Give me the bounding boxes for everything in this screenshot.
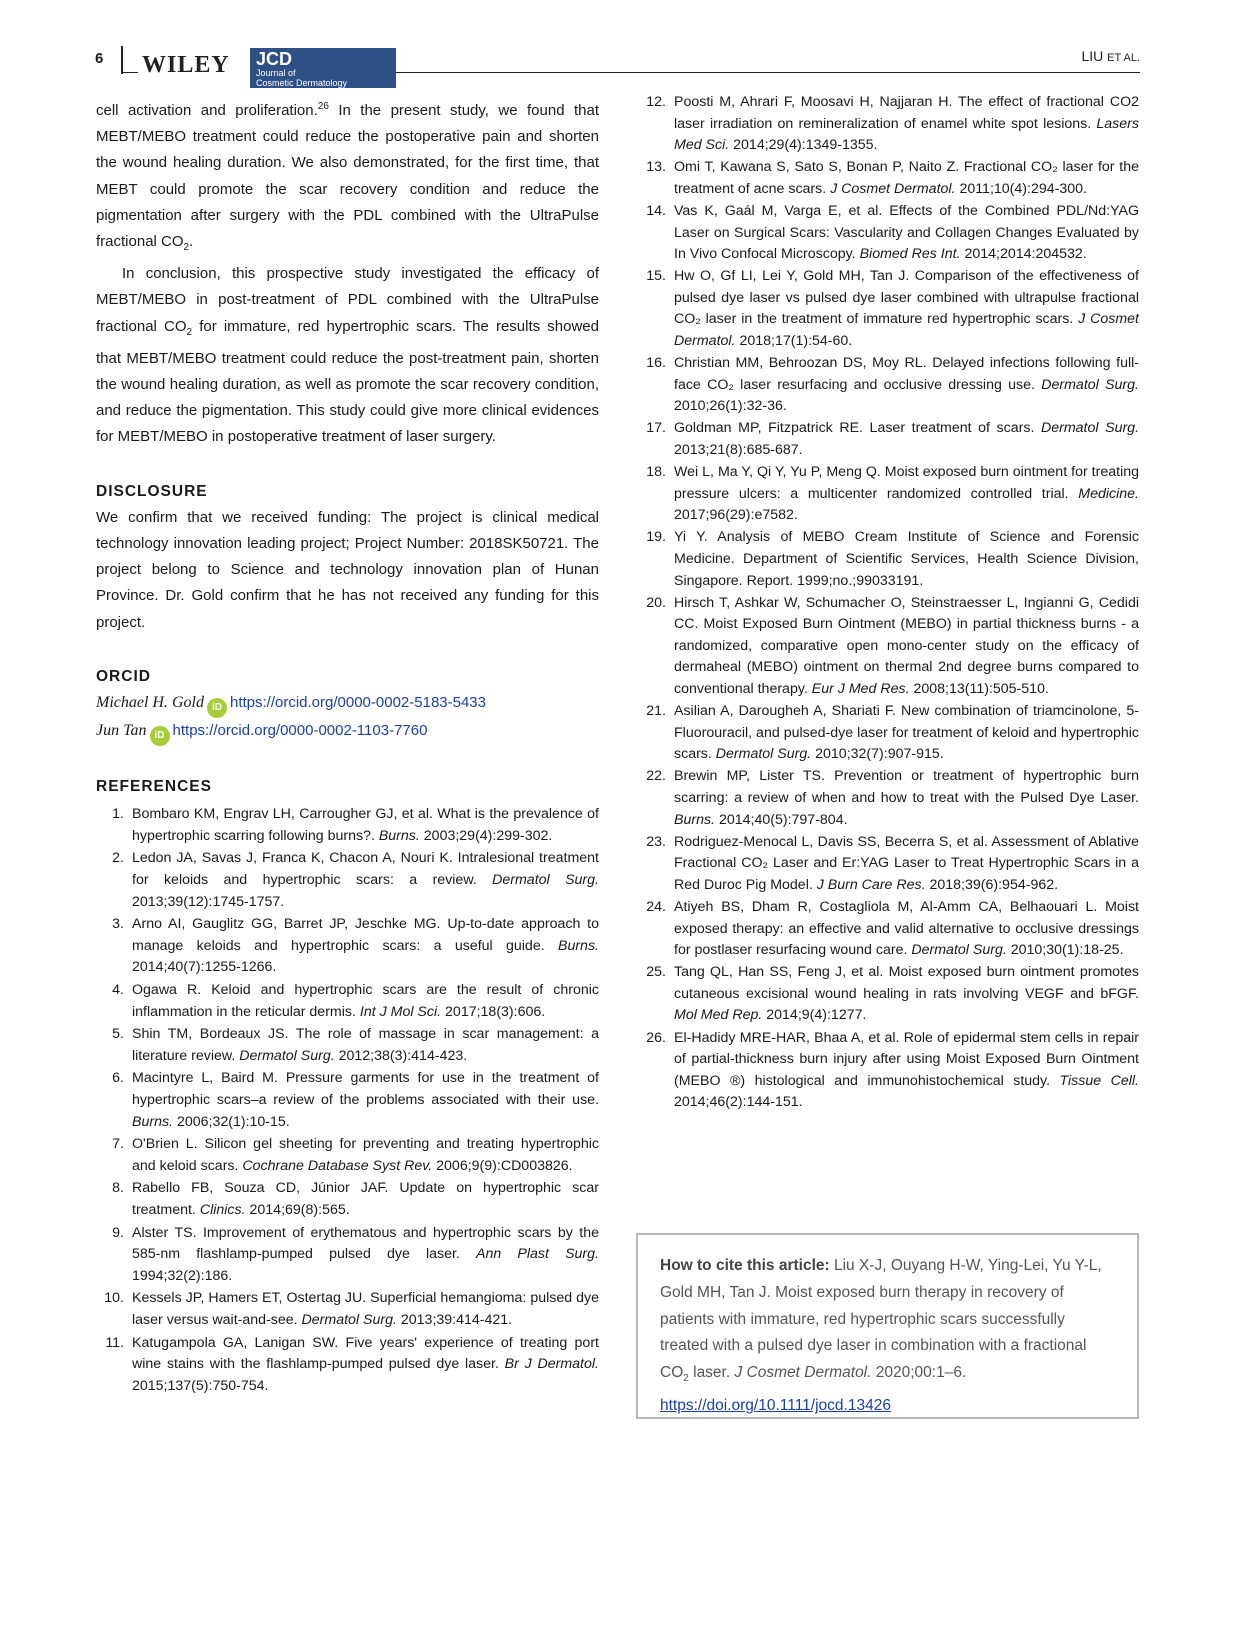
reference-item: [96, 1288, 599, 1331]
references-heading: REFERENCES: [96, 778, 212, 796]
reference-item: [96, 1223, 599, 1288]
reference-item: [638, 418, 1139, 461]
reference-tail: 2017;96(29):e7582.: [674, 507, 798, 524]
cite-text-b: laser.: [688, 1364, 735, 1382]
para2-text-a: In conclusion, this prospective study investigated the efficacy of MEBT/MEBO in post-treatment of PDL combined with the UltraPulse fractional CO: [96, 265, 599, 335]
reference-item: [638, 962, 1139, 1027]
reference-text: [132, 1134, 599, 1177]
reference-text: [674, 766, 1139, 831]
reference-journal: J Burn Care Res.: [816, 876, 926, 893]
reference-tail: 2014;40(5):797-804.: [715, 811, 848, 828]
reference-body: Asilian A, Darougheh A, Shariati F. New combination of triamcinolone, 5-Fluorouracil, and pulsed-dye laser for treatment of keloid and hypertrophic scars.: [674, 703, 1139, 763]
reference-number: 14.: [646, 202, 666, 219]
reference-journal: Dermatol Surg.: [1041, 376, 1139, 393]
cite-journal: J Cosmet Dermatol.: [734, 1364, 872, 1382]
reference-body: Tang QL, Han SS, Feng J, et al. Moist exposed burn ointment promotes cutaneous excisional wound healing in rats involving VEGF and bFGF.: [674, 964, 1139, 1002]
journal-line2: Cosmetic Dermatology: [256, 78, 348, 88]
reference-body: Vas K, Gaál M, Varga E, et al. Effects of the Combined PDL/Nd:YAG Laser on Surgical Scars: Vascularity and Collagen Changes Evaluated by In Vivo Confocal Microscopy.: [674, 202, 1139, 263]
reference-number: 23.: [646, 833, 666, 850]
reference-text: [674, 418, 1139, 461]
reference-item: [638, 527, 1139, 592]
reference-text: [674, 201, 1139, 266]
reference-text: [674, 157, 1139, 200]
running-head-etal: ET AL.: [1107, 52, 1140, 64]
reference-text: [674, 266, 1139, 352]
reference-tail: 1994;32(2):186.: [132, 1267, 233, 1284]
reference-item: [638, 593, 1139, 701]
reference-number: 1.: [112, 806, 124, 823]
how-to-cite-box: [636, 1233, 1139, 1419]
para1-text-b: In the present study, we found that MEBT/MEBO treatment could reduce the postoperative pain and shorten the wound healing duration. We also demonstrated, for the first time, that MEBT could promote the scar recovery condition and reduce the pigmentation after surgery with the PDL combined with the UltraPulse fractional CO: [96, 102, 599, 251]
reference-tail: 2014;9(4):1277.: [762, 1007, 867, 1024]
reference-tail: 2012;38(3):414-423.: [334, 1047, 468, 1064]
reference-number: 13.: [646, 159, 666, 176]
reference-item: [96, 804, 599, 847]
reference-body: Hirsch T, Ashkar W, Schumacher O, Steinstraesser L, Ingianni G, Cedidi CC. Moist Exposed Burn Ointment (MEBO) in partial thickness burns - a randomized, comparative open mono-center study on the efficacy of dermaheal (MEBO) ointment on thermal 2nd degree burns compared to conventional therapy.: [674, 594, 1139, 698]
reference-text: [132, 1223, 599, 1288]
reference-item: [96, 980, 599, 1023]
reference-item: [638, 462, 1139, 527]
reference-item: [96, 1068, 599, 1133]
reference-journal: Mol Med Rep.: [674, 1007, 763, 1024]
reference-journal: Biomed Res Int.: [859, 246, 961, 263]
reference-tail: 2013;39:414-421.: [396, 1311, 513, 1328]
reference-journal: Dermatol Surg.: [492, 872, 599, 889]
reference-text: [674, 92, 1139, 157]
citation-superscript: 26: [317, 101, 329, 112]
reference-journal: Tissue Cell.: [1059, 1072, 1139, 1089]
reference-tail: 2014;29(4):1349-1355.: [729, 137, 878, 154]
reference-number: 22.: [646, 768, 666, 785]
reference-tail: 2014;46(2):144-151.: [674, 1094, 803, 1111]
reference-body: Atiyeh BS, Dham R, Costagliola M, Al-Amm CA, Belhaouari L. Moist exposed therapy: an effective and valid alternative to occlusive dressings for postlaser resurfacing wound care.: [674, 898, 1139, 959]
reference-body: Ledon JA, Savas J, Franca K, Chacon A, Nouri K. Intralesional treatment for keloids and hypertrophic scars: a review.: [132, 850, 599, 889]
reference-body: O'Brien L. Silicon gel sheeting for preventing and treating hypertrophic and keloid scars.: [132, 1136, 599, 1174]
reference-item: [96, 848, 599, 913]
reference-text: [132, 848, 599, 913]
para1-subscript: 2: [183, 242, 190, 254]
reference-item: [96, 1024, 599, 1067]
reference-body: Wei L, Ma Y, Qi Y, Yu P, Meng Q. Moist exposed burn ointment for treating pressure ulcers: a multicenter randomized controlled trial.: [674, 464, 1139, 502]
orcid-author-name: Michael H. Gold: [96, 694, 204, 712]
reference-body: Christian MM, Behroozan DS, Moy RL. Delayed infections following full-face CO₂ laser resurfacing and occlusive dressing use.: [674, 355, 1139, 393]
reference-text: [132, 980, 599, 1023]
cite-doi-link[interactable]: https://doi.org/10.1111/jocd.13426: [660, 1397, 891, 1415]
reference-text: [132, 1333, 599, 1398]
reference-number: 19.: [646, 529, 666, 546]
reference-tail: 2011;10(4):294-300.: [955, 180, 1087, 197]
body-paragraph-2: [96, 261, 599, 450]
reference-tail: 2013;21(8):685-687.: [674, 442, 803, 458]
running-head-author: LIU: [1081, 48, 1104, 64]
reference-item: [96, 914, 599, 979]
reference-journal: Dermatol Surg.: [1040, 420, 1140, 437]
reference-journal: Medicine.: [1078, 485, 1139, 502]
reference-tail: 2014;69(8):565.: [245, 1201, 350, 1218]
reference-number: 25.: [646, 964, 666, 981]
reference-journal: Ann Plast Surg.: [476, 1246, 599, 1263]
orcid-icon: iD: [150, 726, 170, 746]
para2-subscript: 2: [186, 326, 193, 338]
reference-list-left: [96, 804, 599, 1397]
orcid-heading: ORCID: [96, 667, 151, 685]
reference-body: Poosti M, Ahrari F, Moosavi H, Najjaran H. The effect of fractional CO2 laser irradiation on remineralization of enamel white spot lesions.: [674, 94, 1139, 132]
reference-item: [638, 1028, 1139, 1114]
journal-line1: Journal of: [256, 68, 296, 78]
body-paragraph-1: [96, 94, 599, 261]
reference-number: 6.: [112, 1070, 124, 1087]
reference-number: 8.: [112, 1180, 124, 1197]
cite-subscript: 2: [683, 1373, 689, 1385]
reference-item: [638, 897, 1139, 962]
reference-tail: 2006;9(9):CD003826.: [432, 1157, 573, 1174]
reference-number: 16.: [646, 355, 666, 372]
orcid-entry: [96, 690, 599, 718]
orcid-link[interactable]: https://orcid.org/0000-0002-5183-5433: [229, 694, 486, 712]
reference-body: Brewin MP, Lister TS. Prevention or treatment of hypertrophic burn scarring: a review of when and how to treat with the Pulsed Dye Laser.: [674, 768, 1139, 806]
reference-number: 24.: [646, 898, 666, 915]
reference-body: Rabello FB, Souza CD, Júnior JAF. Update on hypertrophic scar treatment.: [132, 1180, 599, 1218]
reference-tail: 2014;2014:204532.: [960, 246, 1087, 263]
reference-body: Hw O, Gf LI, Lei Y, Gold MH, Tan J. Comparison of the effectiveness of pulsed dye laser vs pulsed dye laser combined with ultrapulse fractional CO₂ laser in the treatment of immature red hypertrophic scars.: [674, 268, 1139, 328]
reference-item: [638, 157, 1139, 200]
reference-body: Ogawa R. Keloid and hypertrophic scars are the result of chronic inflammation in the reticular dermis.: [132, 982, 599, 1020]
reference-tail: 2010;32(7):907-915.: [811, 746, 944, 763]
disclosure-heading: DISCLOSURE: [96, 482, 208, 500]
left-column: [96, 94, 599, 1398]
reference-item: [96, 1134, 599, 1177]
reference-number: 9.: [112, 1224, 124, 1241]
reference-text: [674, 832, 1139, 897]
reference-journal: Burns.: [674, 811, 716, 828]
reference-number: 20.: [646, 594, 666, 611]
reference-journal: Cochrane Database Syst Rev.: [242, 1157, 433, 1174]
reference-tail: 2018;17(1):54-60.: [735, 333, 853, 350]
reference-journal: Burns.: [132, 1113, 174, 1130]
right-column: [638, 92, 1139, 1114]
reference-tail: 2018;39(6):954-962.: [925, 876, 1059, 893]
reference-text: [674, 593, 1139, 701]
reference-body: Rodriguez-Menocal L, Davis SS, Becerra S, et al. Assessment of Ablative Fractional CO₂ Laser and Er:YAG Laser to Treat Hypertrophic Scars in a Red Duroc Pig Model.: [674, 833, 1139, 893]
reference-body: Alster TS. Improvement of erythematous and hypertrophic scars by the 585-nm flashlamp-pumped pulsed dye laser.: [132, 1224, 599, 1263]
reference-body: Macintyre L, Baird M. Pressure garments for use in the treatment of hypertrophic scars–a review of the problems associated with their use.: [132, 1070, 599, 1108]
reference-item: [96, 1178, 599, 1221]
cite-tail: 2020;00:1–6.: [871, 1364, 967, 1382]
reference-text: [674, 701, 1139, 766]
journal-abbr: JCD: [256, 49, 293, 69]
reference-tail: 2006;32(1):10-15.: [173, 1113, 290, 1130]
reference-journal: Clinics.: [199, 1201, 246, 1218]
reference-text: [674, 897, 1139, 962]
reference-text: [132, 1068, 599, 1133]
journal-logo: [250, 48, 396, 88]
reference-item: [638, 266, 1139, 352]
reference-body: Yi Y. Analysis of MEBO Cream Institute of Science and Forensic Medicine. Department of Scientific Services, Health Science Division, Singapore. Report. 1999;no.;99033191.: [674, 529, 1139, 589]
reference-text: [674, 527, 1139, 592]
reference-text: [674, 1028, 1139, 1114]
reference-number: 15.: [646, 268, 666, 285]
reference-text: [132, 914, 599, 979]
orcid-entry: [96, 718, 599, 746]
reference-item: [638, 92, 1139, 157]
reference-text: [674, 462, 1139, 527]
reference-body: Katugampola GA, Lanigan SW. Five years' experience of treating port wine stains with the flashlamp-pumped pulsed dye laser.: [132, 1334, 599, 1373]
reference-tail: 2010;26(1):32-36.: [674, 398, 787, 415]
reference-journal: Burns.: [378, 827, 420, 844]
reference-number: 12.: [646, 94, 666, 110]
reference-journal: J Cosmet Dermatol.: [674, 311, 1140, 350]
reference-number: 5.: [112, 1026, 124, 1043]
orcid-author-name: Jun Tan: [96, 722, 147, 740]
reference-text: [132, 1288, 599, 1331]
reference-journal: Dermatol Surg.: [239, 1047, 335, 1064]
reference-number: 3.: [112, 916, 124, 933]
reference-number: 26.: [646, 1029, 666, 1046]
reference-item: [96, 1333, 599, 1398]
reference-journal: Br J Dermatol.: [504, 1356, 599, 1373]
page-header: [0, 0, 1240, 100]
orcid-link[interactable]: https://orcid.org/0000-0002-1103-7760: [172, 722, 428, 740]
reference-text: [674, 353, 1139, 418]
reference-body: Kessels JP, Hamers ET, Ostertag JU. Superficial hemangioma: pulsed dye laser versus wait-and-see.: [132, 1290, 599, 1328]
para1-text-a: cell activation and proliferation.: [96, 102, 318, 119]
reference-text: [132, 1178, 599, 1221]
cite-text-a: Liu X-J, Ouyang H-W, Ying-Lei, Yu Y-L, Gold MH, Tan J. Moist exposed burn therapy in recovery of patients with immature, red hypertrophic scars successfully treated with a pulsed dye laser in combination with a fractional CO: [660, 1257, 1102, 1382]
publisher-logo: WILEY: [138, 52, 234, 79]
reference-journal: Lasers Med Sci.: [674, 115, 1139, 154]
reference-text: [132, 804, 599, 847]
running-head: [1081, 48, 1140, 64]
orcid-icon: iD: [207, 698, 227, 718]
reference-journal: Int J Mol Sci.: [359, 1003, 442, 1020]
cite-label: How to cite this article:: [660, 1257, 830, 1274]
reference-tail: 2013;39(12):1745-1757.: [132, 893, 285, 910]
reference-body: Goldman MP, Fitzpatrick RE. Laser treatment of scars.: [674, 420, 1041, 437]
reference-item: [638, 353, 1139, 418]
reference-text: [674, 962, 1139, 1027]
header-divider: [121, 46, 123, 74]
para1-end: .: [189, 233, 194, 251]
reference-body: Bombaro KM, Engrav LH, Carrougher GJ, et al. What is the prevalence of hypertrophic scarring following burns?.: [132, 806, 599, 844]
header-rule-right: [396, 72, 1140, 73]
page-number: 6: [95, 50, 104, 67]
reference-journal: Dermatol Surg.: [715, 746, 812, 763]
reference-journal: Dermatol Surg.: [301, 1311, 397, 1328]
reference-item: [638, 832, 1139, 897]
reference-tail: 2008;13(11):505-510.: [909, 681, 1049, 698]
reference-tail: 2003;29(4):299-302.: [419, 827, 553, 844]
reference-number: 17.: [646, 420, 666, 437]
reference-text: [132, 1024, 599, 1067]
reference-number: 11.: [105, 1334, 124, 1351]
reference-list-right: [638, 92, 1139, 1114]
reference-journal: Eur J Med Res.: [811, 681, 910, 698]
reference-tail: 2010;30(1):18-25.: [1006, 942, 1124, 959]
reference-body: Omi T, Kawana S, Sato S, Bonan P, Naito Z. Fractional CO₂ laser for the treatment of acne scars.: [674, 159, 1139, 197]
reference-item: [638, 201, 1139, 266]
reference-journal: J Cosmet Dermatol.: [830, 180, 956, 197]
reference-number: 2.: [112, 850, 124, 867]
reference-tail: 2017;18(3):606.: [441, 1003, 546, 1020]
reference-number: 7.: [112, 1136, 124, 1153]
reference-tail: 2015;137(5):750-754.: [132, 1377, 269, 1394]
reference-number: 21.: [646, 703, 666, 720]
reference-item: [638, 701, 1139, 766]
reference-number: 18.: [646, 464, 666, 481]
reference-number: 10.: [104, 1290, 124, 1307]
reference-journal: Burns.: [557, 937, 599, 954]
para2-text-b: for immature, red hypertrophic scars. The results showed that MEBT/MEBO treatment could reduce the post-treatment pain, shorten the wound healing duration, as well as promote the scar recovery condition, and reduce the pigmentation. This study could give more clinical evidences for MEBT/MEBO in postoperative treatment of laser surgery.: [96, 317, 599, 446]
disclosure-text: We confirm that we received funding: The project is clinical medical technology innovation leading project; Project Number: 2018SK50721. The project belong to Science and technology innovation plan of Hunan Province. Dr. Gold confirm that he has not received any funding for this project.: [96, 508, 599, 631]
reference-tail: 2014;40(7):1255-1266.: [132, 959, 277, 976]
reference-item: [638, 766, 1139, 831]
reference-number: 4.: [112, 982, 124, 999]
reference-body: Shin TM, Bordeaux JS. The role of massage in scar management: a literature review.: [132, 1026, 599, 1064]
reference-body: El-Hadidy MRE-HAR, Bhaa A, et al. Role of epidermal stem cells in repair of partial-thickness burn injury after using Moist Exposed Burn Ointment (MEBO ®) histological and immunohistochemical study.: [674, 1029, 1139, 1089]
reference-body: Arno AI, Gauglitz GG, Barret JP, Jeschke MG. Up-to-date approach to manage keloids and hypertrophic scars: a useful guide.: [132, 916, 599, 954]
reference-journal: Dermatol Surg.: [911, 942, 1007, 959]
